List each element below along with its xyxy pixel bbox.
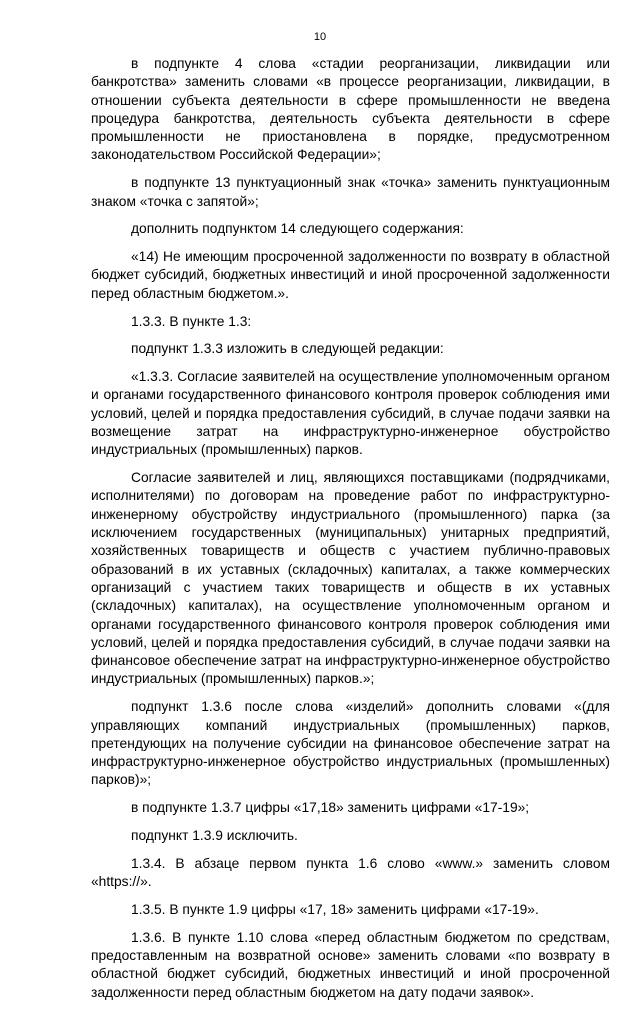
paragraph-1-3-6: подпункт 1.3.6 после слова «изделий» дополнить словами «(для управляющих компаний индустриальных (промышленных) парков, претендующих на получение субсидии на финансовое обеспечение затрат на инфраструктурно-инженерное обустройство индустриальных (промышленных) парков)»; bbox=[91, 699, 610, 788]
paragraph-subpoint-14-text: «14) Не имеющим просроченной задолженности по возврату в областной бюджет субсидий, бюджетных инвестиций и иной просроченной задолженности перед областным бюджетом.». bbox=[91, 249, 610, 301]
paragraph-1-3-9: подпункт 1.3.9 исключить. bbox=[131, 827, 298, 843]
paragraph-1-3-3-heading: 1.3.3. В пункте 1.3: bbox=[131, 313, 252, 329]
paragraph-1-3-7: в подпункте 1.3.7 цифры «17,18» заменить цифрами «17-19»; bbox=[131, 800, 530, 816]
paragraph-subpoint-13: в подпункте 13 пунктуационный знак «точка» заменить пунктуационным знаком «точка с запятой»; bbox=[91, 175, 610, 209]
paragraph-add-subpoint-14: дополнить подпунктом 14 следующего содержания: bbox=[131, 221, 464, 237]
paragraph-consent: Согласие заявителей и лиц, являющихся поставщиками (подрядчиками, исполнителями) по договорам на проведение работ по инфраструктурно-инженерному обустройству индустриального (промышленного) парка (за исключением государственных (муниципальных) унитарных предприятий, хозяйственных товариществ и обществ с участием публично-правовых образований в их уставных (складочных) капиталах, а также коммерческих организаций с участием таких товариществ и обществ в их уставных (складочных) капиталах), на осуществление уполномоченным органом и органами государственного финансового контроля проверок соблюдения ими условий, целей и порядка предоставления субсидий, в случае подачи заявки на финансовое обеспечение затрат на инфраструктурно-инженерное обустройство индустриальных (промышленных) парков.»; bbox=[91, 470, 610, 687]
paragraph-1-3-5: 1.3.5. В пункте 1.9 цифры «17, 18» заменить цифрами «17-19». bbox=[131, 901, 539, 917]
paragraph-1-3-4: 1.3.4. В абзаце первом пункта 1.6 слово «www.» заменить словом «https://». bbox=[91, 855, 610, 890]
paragraph-1-3-3-intro: подпункт 1.3.3 изложить в следующей редакции: bbox=[131, 341, 444, 357]
document-body bbox=[91, 55, 610, 1011]
paragraph-1-3-6-point: 1.3.6. В пункте 1.10 слова «перед областным бюджетом по средствам, предоставленным на возвратной основе» заменить словами «по возврату в областной бюджет субсидий, бюджетных инвестиций и иной просроченной задолженности перед областным бюджетом на дату подачи заявок». bbox=[91, 929, 610, 1000]
paragraph-subpoint-4: в подпункте 4 слова «стадии реорганизации, ликвидации или банкротства» заменить словами «в процессе реорганизации, ликвидации, в отношении субъекта деятельности в сфере промышленности не введена процедура банкротства, деятельность субъекта деятельности в сфере промышленности не приостановлена в порядке, предусмотренном законодательством Российской Федерации»; bbox=[91, 56, 610, 163]
page-number: 10 bbox=[313, 31, 327, 43]
paragraph-1-3-3-text: «1.3.3. Согласие заявителей на осуществление уполномоченным органом и органами государственного финансового контроля проверок соблюдения ими условий, целей и порядка предоставления субсидий, в случае подачи заявки на возмещение затрат на инфраструктурно-инженерное обустройство индустриальных (промышленных) парков. bbox=[91, 369, 610, 458]
